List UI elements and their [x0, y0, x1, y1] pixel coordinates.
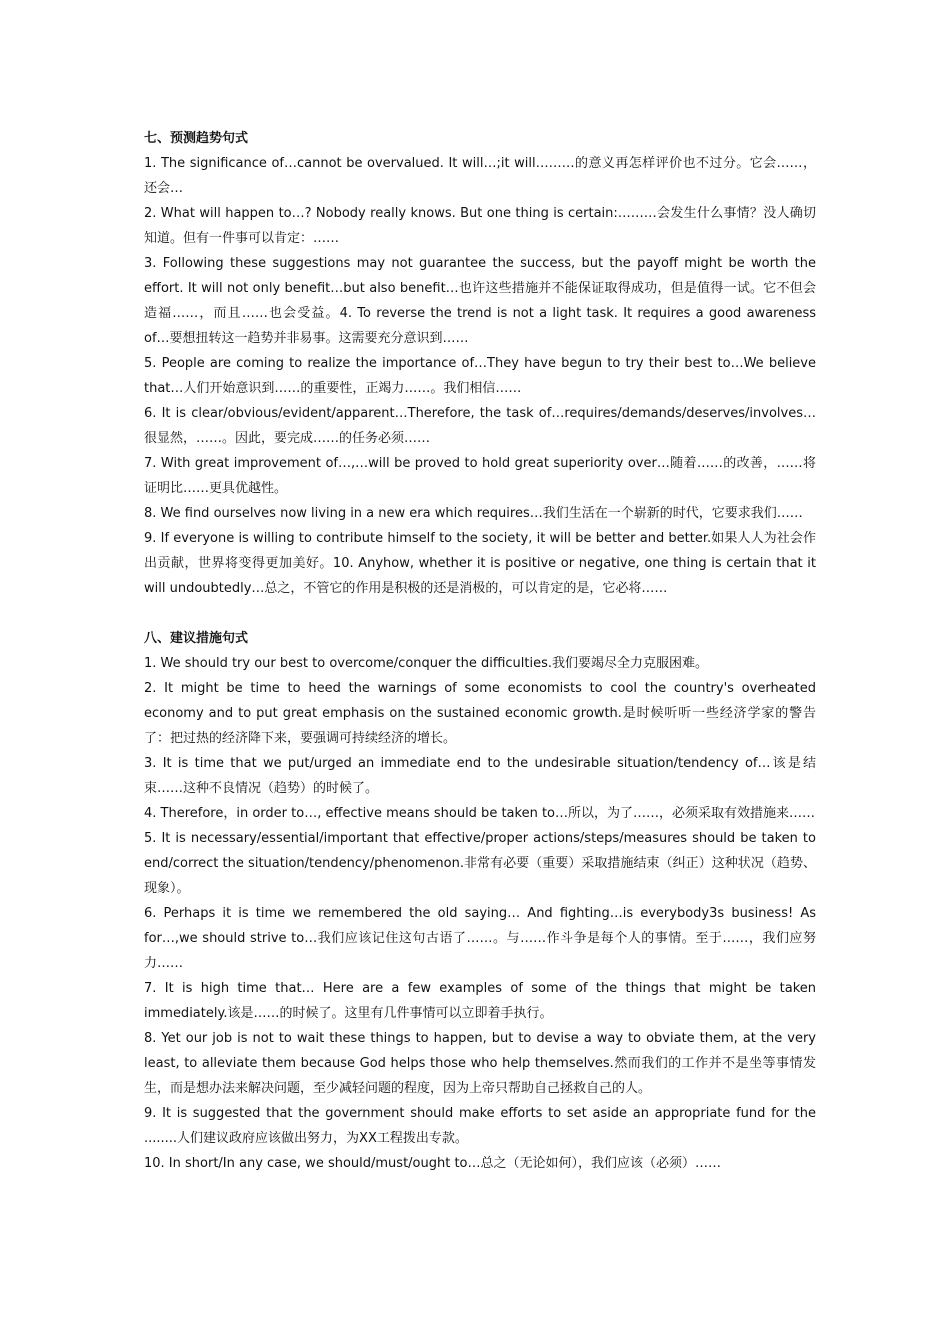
list-item: 5. It is necessary/essential/important that effective/proper actions/steps/measures should be taken to end/correct the situation/tendency/phenomenon.非常有必要（重要）采取措施结束（纠正）这种状况（趋势、现象）。 — [144, 831, 816, 896]
list-item: 10. In short/In any case, we should/must/ought to…总之（无论如何），我们应该（必须）…… — [144, 1156, 722, 1171]
list-item: 1. The significance of…cannot be overvalued. It will…;it will………的意义再怎样评价也不过分。它会……，还会… — [144, 156, 816, 196]
list-item: 8. We find ourselves now living in a new era which requires…我们生活在一个崭新的时代，它要求我们…… — [144, 506, 803, 521]
list-item: 5. People are coming to realize the importance of…They have begun to try their best to…We believe that…人们开始意识到……的重要性，正竭力……。我们相信…… — [144, 356, 816, 396]
list-item: 9. It is suggested that the government should make efforts to set aside an appropriate fund for the ........人们建议政府应该做出努力，为XX工程拨出专款。 — [144, 1106, 816, 1146]
list-item: 6. It is clear/obvious/evident/apparent…Therefore, the task of…requires/demands/deserves/involves…很显然，……。因此，要完成……的任务必须…… — [144, 406, 816, 446]
section-heading: 七、预测趋势句式 — [144, 131, 249, 146]
list-item: 3. Following these suggestions may not guarantee the success, but the payoff might be worth the effort. It will not only benefit…but also benefit…也许这些措施并不能保证取得成功，但是值得一试。它不但会造福……，而且……也会受益。4. To reverse the trend is not a light task. It requires a good awareness of…要想扭转这一趋势并非易事。这需要充分意识到…… — [144, 256, 816, 346]
list-item: 8. Yet our job is not to wait these things to happen, but to devise a way to obviate them, at the very least, to alleviate them because God helps those who help themselves.然而我们的工作并不是坐等事情发生，而是想办法来解决问题，至少减轻问题的程度，因为上帝只帮助自己拯救自己的人。 — [144, 1031, 816, 1096]
list-item: 6. Perhaps it is time we remembered the old saying… And fighting…is everybody3s business! As for…,we should strive to…我们应该记住这句古语了……。与……作斗争是每个人的事情。至于……，我们应努力…… — [144, 906, 816, 971]
list-item: 2. What will happen to…? Nobody really knows. But one thing is certain:………会发生什么事情？没人确切知道。但有一件事可以肯定：…… — [144, 206, 816, 246]
list-item: 3. It is time that we put/urged an immediate end to the undesirable situation/tendency of…该是结束……这种不良情况（趋势）的时候了。 — [144, 756, 816, 796]
list-item: 2. It might be time to heed the warnings of some economists to cool the country's overheated economy and to put great emphasis on the sustained economic growth.是时候听听一些经济学家的警告了：把过热的经济降下来，要强调可持续经济的增长。 — [144, 681, 816, 746]
section-suggestions — [144, 626, 816, 1176]
section-trend-prediction — [144, 126, 816, 601]
document-page — [144, 126, 816, 1176]
list-item: 1. We should try our best to overcome/conquer the difficulties.我们要竭尽全力克服困难。 — [144, 656, 708, 671]
list-item: 7. With great improvement of…,…will be proved to hold great superiority over…随着……的改善，……将证明比……更具优越性。 — [144, 456, 816, 496]
list-item: 7. It is high time that… Here are a few examples of some of the things that might be taken immediately.该是……的时候了。这里有几件事情可以立即着手执行。 — [144, 981, 816, 1021]
list-item: 4. Therefore，in order to…, effective means should be taken to…所以，为了……，必须采取有效措施来…… — [144, 806, 815, 821]
section-heading: 八、建议措施句式 — [144, 631, 249, 646]
list-item: 9. If everyone is willing to contribute himself to the society, it will be better and better.如果人人为社会作出贡献，世界将变得更加美好。10. Anyhow, whether it is positive or negative, one thing is certain that it will undoubtedly…总之，不管它的作用是积极的还是消极的，可以肯定的是，它必将…… — [144, 531, 816, 596]
